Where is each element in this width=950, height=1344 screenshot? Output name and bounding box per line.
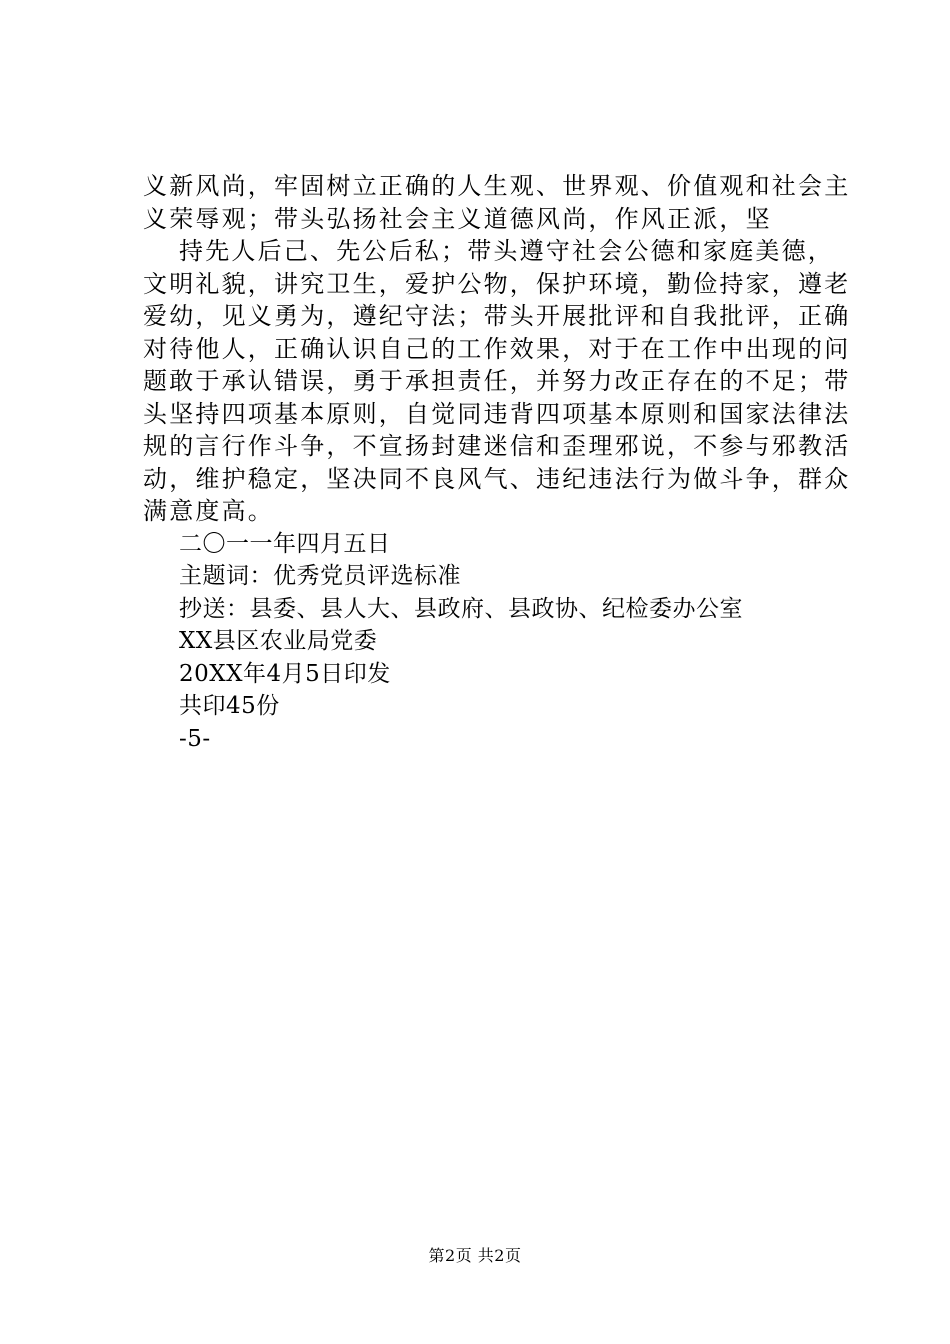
cc-recipients: 抄送：县委、县人大、县政府、县政协、纪检委办公室: [179, 595, 743, 622]
document-body: [143, 170, 851, 755]
subject-keywords: 主题词：优秀党员评选标准: [179, 563, 461, 589]
copies-count: 共印45份: [179, 693, 280, 719]
body-line-6: 对待他人，正确认识自己的工作效果，对于在工作中出现的问: [143, 334, 851, 363]
body-line-7: 题敢于承认错误，勇于承担责任，并努力改正存在的不足；带: [143, 367, 851, 395]
body-line-9: 规的言行作斗争，不宣扬封建迷信和歪理邪说，不参与邪教活: [143, 432, 851, 460]
body-line-10: 动，维护稳定，坚决同不良风气、违纪违法行为做斗争，群众: [143, 464, 851, 493]
body-line-2: 义荣辱观；带头弘扬社会主义道德风尚，作风正派，坚: [143, 204, 772, 233]
body-line-3: 持先人后己、先公后私；带头遵守社会公德和家庭美德，: [179, 237, 834, 265]
page-footer: 第2页 共2页: [428, 1246, 522, 1265]
document-date: 二〇一一年四月五日: [179, 530, 391, 557]
body-line-4: 文明礼貌，讲究卫生，爱护公物，保护环境，勤俭持家，遵老: [143, 269, 851, 298]
body-line-8: 头坚持四项基本原则，自觉同违背四项基本原则和国家法律法: [143, 399, 851, 428]
body-line-5: 爱幼，见义勇为，遵纪守法；带头开展批评和自我批评，正确: [143, 302, 851, 330]
page-marker: -5-: [179, 725, 211, 752]
issuing-office: XX县区农业局党委: [179, 628, 378, 654]
print-date: 20XX年4月5日印发: [179, 660, 391, 687]
body-line-1: 义新风尚，牢固树立正确的人生观、世界观、价值观和社会主: [143, 172, 851, 200]
body-line-11: 满意度高。: [143, 497, 274, 525]
